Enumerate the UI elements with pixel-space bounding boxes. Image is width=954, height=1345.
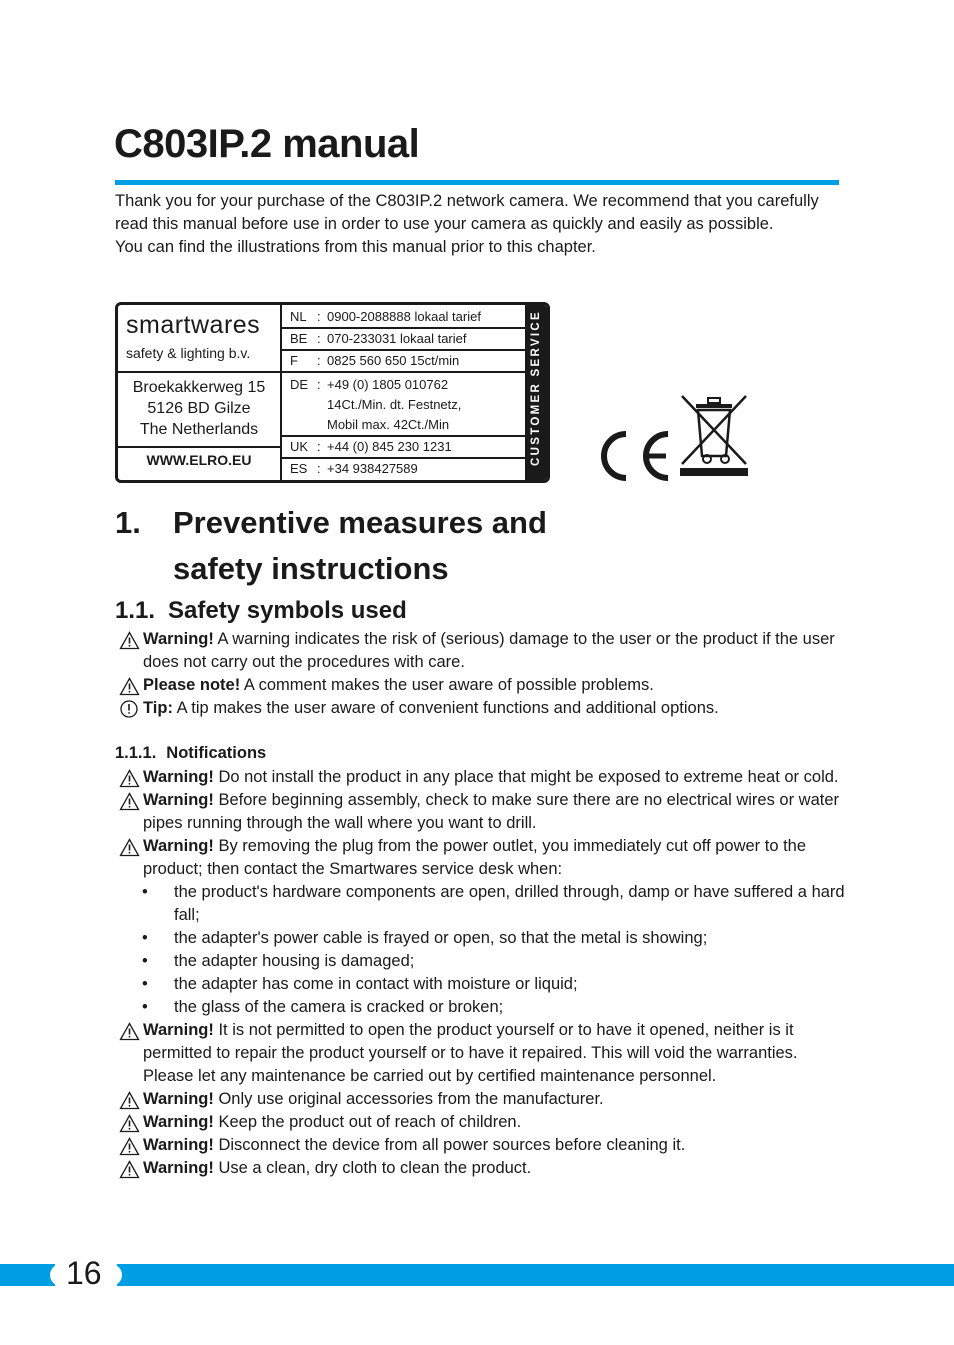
list-item <box>115 996 845 1019</box>
note-text: A comment makes the user aware of possible problems. <box>240 676 654 694</box>
address-line: The Netherlands <box>139 421 259 438</box>
country-code: BE <box>290 331 308 346</box>
list-item-text: the product's hardware components are open, drilled through, damp or have suffered a hard fall; <box>174 883 845 924</box>
warning-item <box>115 766 845 789</box>
safety-symbols-list <box>115 628 845 720</box>
intro-paragraph-1: Thank you for your purchase of the C803IP.2 network camera. We recommend that you carefully read this manual before use in order to use your camera as quickly and easily as possible. <box>115 192 819 233</box>
warning-triangle-icon <box>119 769 140 788</box>
ce-mark-icon <box>592 428 672 484</box>
title-divider <box>115 180 839 185</box>
phone-number: 070-233031 lokaal tarief <box>327 331 467 346</box>
list-item <box>115 950 845 973</box>
info-circle-icon <box>119 700 140 719</box>
warning-text: Before beginning assembly, check to make sure there are no electrical wires or water pipes running through the wall where you want to drill. <box>143 791 840 832</box>
phone-number: +34 938427589 <box>327 461 418 476</box>
footer-bar <box>117 1264 954 1286</box>
phone-row-nl <box>282 307 527 329</box>
note-label: Tip: <box>143 699 173 717</box>
warning-item <box>115 1111 845 1134</box>
bullet-mark: • <box>142 929 148 947</box>
warning-item <box>115 1134 845 1157</box>
warning-label: Warning! <box>143 1159 214 1177</box>
warning-label: Warning! <box>143 1136 214 1154</box>
warning-label: Warning! <box>143 1090 214 1108</box>
warning-label: Warning! <box>143 1021 214 1039</box>
intro-text <box>115 190 845 259</box>
country-code: DE <box>290 377 309 392</box>
section-number: 1. <box>115 505 141 540</box>
section-number: 1.1.1. <box>115 744 157 762</box>
warning-triangle-icon <box>119 631 140 650</box>
separator: : <box>317 461 321 476</box>
list-item-text: the adapter's power cable is frayed or open, so that the metal is showing; <box>174 929 708 947</box>
bullet-mark: • <box>142 883 148 901</box>
page-number: 16 <box>66 1255 102 1291</box>
section-title: Notifications <box>166 744 267 762</box>
bullet-mark: • <box>142 952 148 970</box>
warning-text: It is not permitted to open the product yourself or to have it opened, neither is it permitted to repair the product yourself or to have it repaired. This will void the warranties. Please let any maintenance be carried out by certified maintenance personnel. <box>143 1021 798 1085</box>
page-title: C803IP.2 manual <box>114 122 420 166</box>
warning-item <box>115 835 845 881</box>
card-left-column <box>118 305 282 480</box>
service-conditions-list <box>115 881 845 1019</box>
country-code: NL <box>290 309 307 324</box>
bullet-mark: • <box>142 975 148 993</box>
warning-label: Warning! <box>143 1113 214 1131</box>
phone-row-uk <box>282 437 527 459</box>
warning-triangle-icon <box>119 1114 140 1133</box>
section-title: Safety symbols used <box>168 597 407 624</box>
warning-text: Do not install the product in any place that might be exposed to extreme heat or cold. <box>213 768 839 786</box>
list-item-text: the adapter has come in contact with moisture or liquid; <box>174 975 578 993</box>
brand-logo: smartwares <box>126 311 261 339</box>
symbol-warning <box>115 628 845 674</box>
separator: : <box>317 331 321 346</box>
address-line: Broekakkerweg 15 <box>132 379 266 396</box>
warning-text: Disconnect the device from all power sources before cleaning it. <box>213 1136 686 1154</box>
weee-bin-icon <box>678 392 750 478</box>
symbol-please-note <box>115 674 845 697</box>
warning-triangle-icon <box>119 1091 140 1110</box>
separator: : <box>317 353 321 368</box>
warning-triangle-icon <box>119 677 140 696</box>
note-label: Please note! <box>143 676 241 694</box>
phone-number: +49 (0) 1805 010762 <box>327 377 449 392</box>
list-item-text: the glass of the camera is cracked or broken; <box>174 998 504 1016</box>
phone-row-de <box>282 373 527 437</box>
warning-item <box>115 1157 845 1180</box>
phone-number: 0825 560 650 15ct/min <box>327 353 460 368</box>
separator: : <box>317 439 321 454</box>
separator: : <box>317 377 321 392</box>
phone-number: 0900-2088888 lokaal tarief <box>327 309 481 324</box>
footer-bar <box>0 1264 55 1286</box>
list-item <box>115 927 845 950</box>
list-item <box>115 881 845 927</box>
website-link: WWW.ELRO.EU <box>146 452 252 468</box>
warning-item <box>115 1088 845 1111</box>
warning-triangle-icon <box>119 1160 140 1179</box>
customer-service-label-bar <box>525 305 547 480</box>
customer-service-label: CUSTOMER SERVICE <box>530 310 542 466</box>
note-text: A tip makes the user aware of convenient functions and additional options. <box>172 699 719 717</box>
customer-service-card <box>115 302 550 483</box>
warning-text: Keep the product out of reach of children. <box>213 1113 522 1131</box>
brand-subtitle: safety & lighting b.v. <box>126 345 251 361</box>
warning-triangle-icon <box>119 792 140 811</box>
warning-triangle-icon <box>119 838 140 857</box>
section-1-1-heading <box>115 597 407 625</box>
country-code: ES <box>290 461 308 476</box>
warning-triangle-icon <box>119 1137 140 1156</box>
bullet-mark: • <box>142 998 148 1016</box>
note-label: Warning! <box>143 630 214 648</box>
separator: : <box>317 309 321 324</box>
warning-label: Warning! <box>143 837 214 855</box>
symbol-tip <box>115 697 845 720</box>
list-item-text: the adapter housing is damaged; <box>174 952 415 970</box>
brand-block <box>118 305 280 373</box>
warning-item <box>115 1019 845 1088</box>
phone-list <box>282 305 527 480</box>
section-number: 1.1. <box>115 597 156 624</box>
section-title: Preventive measures and safety instructions <box>173 505 547 586</box>
note-text: A warning indicates the risk of (serious) damage to the user or the product if the user does not carry out the procedures with care. <box>143 630 835 671</box>
rate-note: 14Ct./Min. dt. Festnetz, <box>327 397 462 412</box>
company-address <box>118 373 280 448</box>
list-item <box>115 973 845 996</box>
phone-row-es <box>282 459 527 481</box>
warning-item <box>115 789 845 835</box>
warning-triangle-icon <box>119 1022 140 1041</box>
address-line: 5126 BD Gilze <box>147 400 251 417</box>
warning-label: Warning! <box>143 768 214 786</box>
warning-text: Use a clean, dry cloth to clean the product. <box>213 1159 532 1177</box>
phone-number: +44 (0) 845 230 1231 <box>327 439 452 454</box>
phone-row-f <box>282 351 527 373</box>
intro-paragraph-2: You can find the illustrations from this manual prior to this chapter. <box>115 238 596 256</box>
warning-text: By removing the plug from the power outlet, you immediately cut off power to the product; then contact the Smartwares service desk when: <box>143 837 807 878</box>
notifications-list <box>115 766 845 1180</box>
country-code: UK <box>290 439 309 454</box>
section-1-1-1-heading <box>115 744 266 763</box>
country-code: F <box>290 353 298 368</box>
warning-text: Only use original accessories from the manufacturer. <box>213 1090 604 1108</box>
section-1-heading <box>115 500 615 592</box>
warning-label: Warning! <box>143 791 214 809</box>
phone-row-be <box>282 329 527 351</box>
rate-note: Mobil max. 42Ct./Min <box>327 417 450 432</box>
